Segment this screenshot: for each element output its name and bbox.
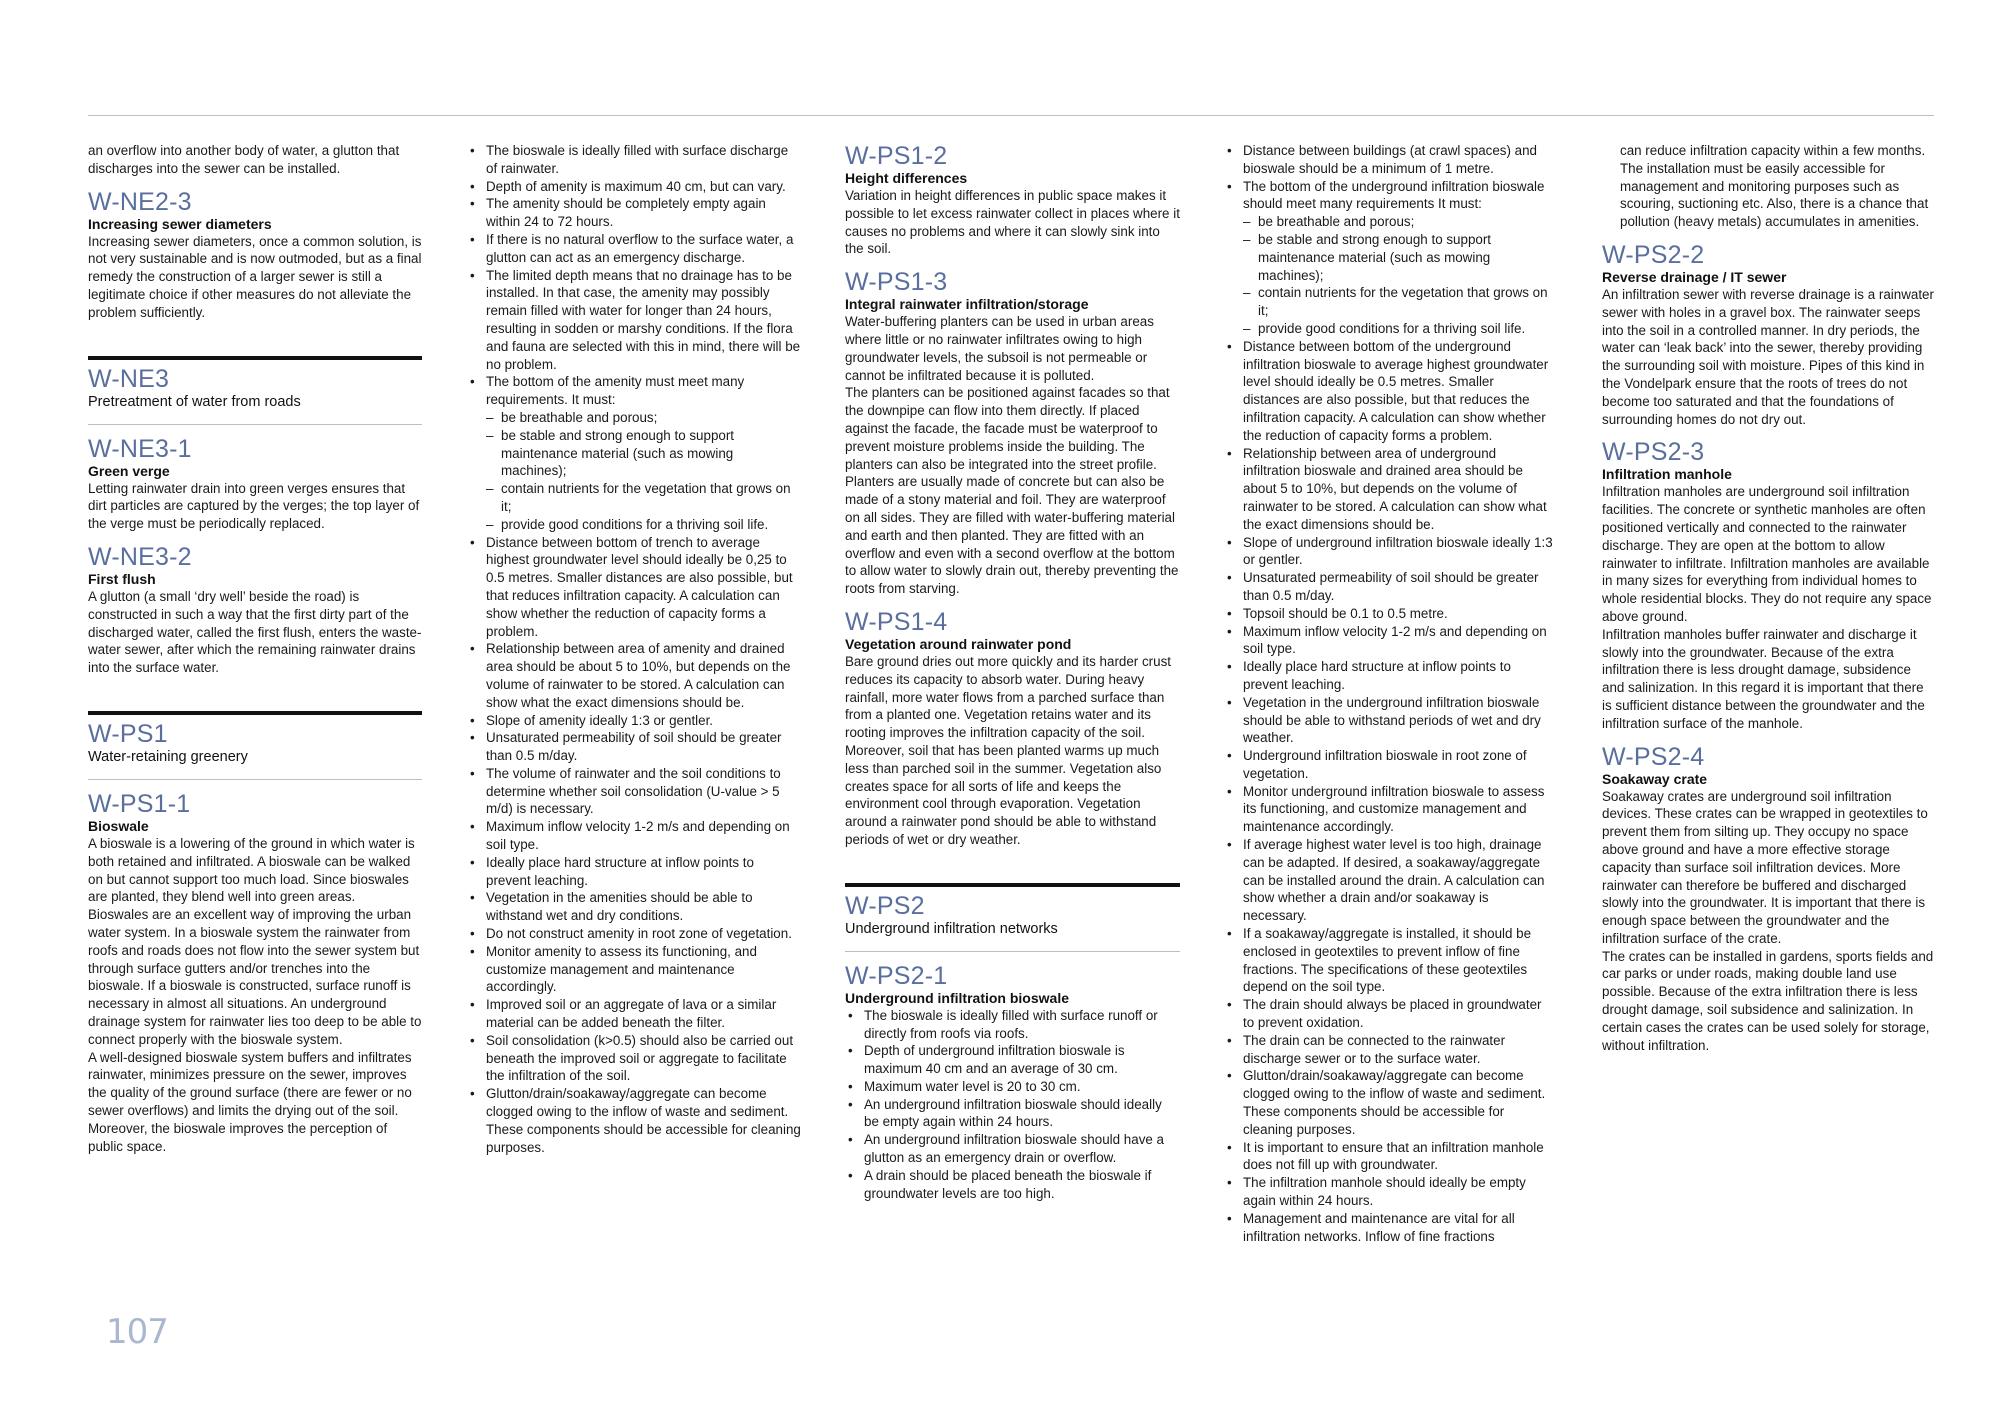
list-item: • Depth of amenity is maximum 40 cm, but can vary. <box>467 178 802 196</box>
section-code: W-PS2 <box>845 891 925 920</box>
section-title: Increasing sewer diameters <box>88 215 272 232</box>
list-item: • The drain should always be placed in groundwater to prevent oxidation. <box>1224 996 1554 1032</box>
paragraph: Bare ground dries out more quickly and its harder crust reduces its capacity to absorb water. During heavy rainfall, more water flows from a parched surface than from a planted one. Vegetation retains water and its rooting improves the infiltration capacity of the soil. Moreover, soil that has been planted warms up much less than parched soil in the summer. Vegetation also creates space for all sorts of life and keeps the environment cool through evaporation. Vegetation around a rainwater pond should be able to withstand periods of wet or dry weather. <box>845 653 1171 847</box>
column-2 <box>467 142 802 1156</box>
section-code: W-PS1-4 <box>845 607 948 636</box>
list-item: • Ideally place hard structure at inflow points to prevent leaching. <box>467 854 802 890</box>
section-title: Green verge <box>88 462 170 479</box>
list-item: • Relationship between area of amenity and drained area should be about 5 to 10%, but depends on the volume of rainwater to be stored. A calculation can show what the exact dimensions should be. <box>467 640 802 711</box>
list-item: • Improved soil or an aggregate of lava or a similar material can be added beneath the filter. <box>467 996 802 1032</box>
column-4 <box>1224 142 1554 1245</box>
section-title: Soakaway crate <box>1602 770 1708 787</box>
paragraph: Planters are usually made of concrete but can also be made of a stony material and foil. They are waterproof on all sides. They are filled with water-buffering material and earth and then planted. They are fitted with an overflow and even with a second overflow at the bottom to allow water to slowly drain out, thereby preventing the roots from starving. <box>845 474 1179 597</box>
list-item: • Distance between bottom of trench to average highest groundwater level should ideally be 0,25 to 0.5 metres. Smaller distances are also possible, but that reduces infiltration capacity. A calculation can show whether the reduction of capacity forms a problem. <box>467 534 802 641</box>
section-code: W-NE3 <box>88 364 170 393</box>
list-item: • Ideally place hard structure at inflow points to prevent leaching. <box>1224 658 1554 694</box>
section-header-w-ps2 <box>845 883 1180 952</box>
list-item: • The bioswale is ideally filled with surface runoff or directly from roofs via roofs. <box>845 1007 1180 1043</box>
intro-text: an overflow into another body of water, a glutton that discharges into the sewer can be installed. <box>88 143 400 176</box>
list-item: • Depth of underground infiltration bioswale is maximum 40 cm and an average of 30 cm. <box>845 1042 1180 1078</box>
list-item: • If a soakaway/aggregate is installed, it should be enclosed in geotextiles to prevent inflow of fine fractions. The specifications of these geotextiles depend on the soil type. <box>1224 925 1554 996</box>
section-title: Bioswale <box>88 817 149 834</box>
dash-item: – contain nutrients for the vegetation that grows on it; <box>1243 284 1554 320</box>
list-item: • Slope of amenity ideally 1:3 or gentler. <box>467 712 802 730</box>
column-1 <box>88 142 422 1155</box>
section-w-ps1-4 <box>845 608 1180 849</box>
paragraph: The crates can be installed in gardens, sports fields and car parks or under roads, making double land use possible. Because of the extra infiltration there is less drought damage, soil subsidence and salinization. In certain cases the crates can be used solely for storage, without infiltration. <box>1602 948 1934 1053</box>
continued-list-text: can reduce infiltration capacity within a few months. The installation must be easily accessible for management and monitoring purposes such as scouring, suctioning etc. Also, there is a chance that pollution (heavy metals) accumulates in amenities. <box>1620 143 1929 230</box>
paragraph: A well-designed bioswale system buffers and infiltrates rainwater, minimizes pressure on the sewer, improves the quality of the ground surface (there are fewer or no sewer overflows) and limits the drying out of the soil. Moreover, the bioswale improves the perception of public space. <box>88 1049 412 1154</box>
paragraph: A bioswale is a lowering of the ground in which water is both retained and infiltrated. A bioswale can be walked on but cannot support too much load. Since bioswales are planted, they blend well into green areas. <box>88 835 415 905</box>
list-item: • Maximum inflow velocity 1-2 m/s and depending on soil type. <box>1224 623 1554 659</box>
list-item-text: The bottom of the underground infiltration bioswale should meet many requirements It must: <box>1243 178 1545 212</box>
section-w-ps1-3 <box>845 268 1180 598</box>
section-code: W-PS1-1 <box>88 789 191 818</box>
section-w-ps1-2 <box>845 142 1180 258</box>
section-w-ps2-2 <box>1602 241 1934 428</box>
list-item: • Management and maintenance are vital for all infiltration networks. Inflow of fine fractions <box>1224 1210 1554 1246</box>
paragraph: Infiltration manholes are underground soil infiltration facilities. The concrete or synthetic manholes are often positioned vertically and connected to the rainwater discharge. They are open at the bottom to allow rainwater to infiltrate. Infiltration manholes are available in many sizes for everything from individual homes to whole residential blocks. They do not require any space above ground. <box>1602 484 1932 624</box>
paragraph: Water-buffering planters can be used in urban areas where little or no rainwater infiltrates owing to high groundwater levels, the subsoil is not permeable or cannot be infiltrated because it is polluted. <box>845 314 1154 383</box>
list-item: • Monitor amenity to assess its functioning, and customize management and maintenance accordingly. <box>467 943 802 996</box>
dash-list <box>486 409 802 534</box>
list-item: • Unsaturated permeability of soil should be greater than 0.5 m/day. <box>1224 569 1554 605</box>
list-item: • Maximum inflow velocity 1-2 m/s and depending on soil type. <box>467 818 802 854</box>
list-item: • Distance between bottom of the underground infiltration bioswale to average highest groundwater level should ideally be 0.5 metres. Smaller distances are also possible, but that reduces the infiltration capacity. A calculation can show whether the reduction of capacity forms a problem. <box>1224 338 1554 445</box>
section-code: W-PS2-2 <box>1602 240 1705 269</box>
list-item: • Underground infiltration bioswale in root zone of vegetation. <box>1224 747 1554 783</box>
list-item: • An underground infiltration bioswale should have a glutton as an emergency drain or overflow. <box>845 1131 1180 1167</box>
list-item-text: The bottom of the amenity must meet many requirements. It must: <box>486 374 745 408</box>
list-item: • The infiltration manhole should ideally be empty again within 24 hours. <box>1224 1174 1554 1210</box>
section-code: W-PS2-1 <box>845 961 948 990</box>
list-item: • Relationship between area of underground infiltration bioswale and drained area should be about 5 to 10%, but depends on the volume of rainwater to be stored. A calculation can show what the exact dimensions should be. <box>1224 445 1554 534</box>
column-3 <box>845 142 1180 1202</box>
dash-item: – be stable and strong enough to support maintenance material (such as mowing machines); <box>1243 231 1554 284</box>
section-code: W-NE2-3 <box>88 187 192 216</box>
dash-list <box>1243 213 1554 338</box>
section-header-w-ps1 <box>88 711 422 780</box>
section-w-ps2-4 <box>1602 743 1934 1055</box>
bullet-list <box>1224 142 1554 1245</box>
section-title: Underground infiltration bioswale <box>845 989 1069 1006</box>
column-5 <box>1602 142 1934 1054</box>
section-code: W-PS2-3 <box>1602 438 1705 467</box>
section-title: Vegetation around rainwater pond <box>845 635 1072 652</box>
paragraph: Increasing sewer diameters, once a common solution, is not very sustainable and is now outmoded, but as a final remedy the construction of a larger sewer is still a legitimate choice if other measures do not alleviate the problem sufficiently. <box>88 233 422 320</box>
list-item: • Vegetation in the amenities should be able to withstand wet and dry conditions. <box>467 889 802 925</box>
section-w-ne3-1 <box>88 435 422 533</box>
section-w-ps2-1 <box>845 962 1180 1203</box>
section-header-w-ne3 <box>88 356 422 425</box>
list-item: • The amenity should be completely empty again within 24 to 72 hours. <box>467 195 802 231</box>
list-item: • The bioswale is ideally filled with surface discharge of rainwater. <box>467 142 802 178</box>
section-title: Height differences <box>845 170 968 186</box>
list-item: • An underground infiltration bioswale should ideally be empty again within 24 hours. <box>845 1096 1180 1132</box>
list-item: • Unsaturated permeability of soil should be greater than 0.5 m/day. <box>467 729 802 765</box>
list-item: • Do not construct amenity in root zone of vegetation. <box>467 925 802 943</box>
section-title: Integral rainwater infiltration/storage <box>845 296 1089 313</box>
section-title: First flush <box>88 570 156 587</box>
section-heading: Water-retaining greenery <box>88 748 422 780</box>
list-item: • If there is no natural overflow to the surface water, a glutton can act as an emergency discharge. <box>467 231 802 267</box>
section-w-ne3-2 <box>88 543 422 677</box>
list-item: • Topsoil should be 0.1 to 0.5 metre. <box>1224 605 1554 623</box>
list-item: • Slope of underground infiltration bioswale ideally 1:3 or gentler. <box>1224 534 1554 570</box>
list-item: • Glutton/drain/soakaway/aggregate can become clogged owing to the inflow of waste and sediment. These components should be accessible for cleaning purposes. <box>467 1085 802 1156</box>
list-item: • Monitor underground infiltration bioswale to assess its functioning, and customize management and maintenance accordingly. <box>1224 783 1554 836</box>
section-code: W-NE3-1 <box>88 434 192 463</box>
paragraph: The planters can be positioned against facades so that the downpipe can flow into them directly. If placed against the facade, the facade must be waterproof to prevent moisture problems inside the building. The planters can also be integrated into the street profile. <box>845 385 1170 472</box>
bullet-list <box>845 1007 1180 1203</box>
list-item: • Maximum water level is 20 to 30 cm. <box>845 1078 1180 1096</box>
top-rule <box>88 115 1934 116</box>
dash-item: – be breathable and porous; <box>486 409 802 427</box>
bullet-list <box>467 142 802 1156</box>
section-w-ps2-3 <box>1602 438 1934 732</box>
list-item: • The drain can be connected to the rainwater discharge sewer or to the surface water. <box>1224 1032 1554 1068</box>
list-item: • Soil consolidation (k>0.5) should also be carried out beneath the improved soil or aggregate to facilitate the infiltration of the soil. <box>467 1032 802 1085</box>
dash-item: – contain nutrients for the vegetation that grows on it; <box>486 480 802 516</box>
dash-item: – provide good conditions for a thriving soil life. <box>1243 320 1554 338</box>
section-w-ps1-1 <box>88 790 422 1155</box>
section-w-ne2-3 <box>88 188 422 322</box>
list-item: • If average highest water level is too high, drainage can be adapted. If desired, a soakaway/aggregate can be installed around the drain. A calculation can show whether a drain and/or soakaway is necessary. <box>1224 836 1554 925</box>
list-item: • It is important to ensure that an infiltration manhole does not fill up with groundwater. <box>1224 1139 1554 1175</box>
list-item: • Glutton/drain/soakaway/aggregate can become clogged owing to the inflow of waste and sediment. These components should be accessible for cleaning purposes. <box>1224 1067 1554 1138</box>
list-item: • The limited depth means that no drainage has to be installed. In that case, the amenity may possibly remain filled with water for longer than 24 hours, resulting in sodden or marshy conditions. If the flora and fauna are selected with this in mind, there will be no problem. <box>467 267 802 374</box>
section-title: Infiltration manhole <box>1602 466 1732 483</box>
paragraph: An infiltration sewer with reverse drainage is a rainwater sewer with holes in a gravel box. The rainwater seeps into the soil in a controlled manner. In dry periods, the water can ‘leak back’ into the sewer, thereby providing the surrounding soil with moisture. Pipes of this kind in the Vondelpark ensure that the roots of trees do not become too saturated and that the foundations of surrounding homes do not dry out. <box>1602 286 1934 427</box>
list-item <box>467 373 802 533</box>
section-code: W-PS1-2 <box>845 142 948 170</box>
paragraph: A glutton (a small ‘dry well’ beside the road) is constructed in such a way that the first dirty part of the discharged water, called the first flush, enters the waste-water sewer, after which the remaining rainwater drains into the surface water. <box>88 588 422 676</box>
section-code: W-PS2-4 <box>1602 742 1705 771</box>
paragraph: Variation in height differences in public space makes it possible to let excess rainwater collect in places where it causes no problems and where it can slowly sink into the soil. <box>845 188 1180 257</box>
paragraph: Letting rainwater drain into green verges ensures that dirt particles are captured by the verges; the top layer of the verge must be periodically replaced. <box>88 480 420 532</box>
page-number: 107 <box>106 1312 168 1352</box>
section-code: W-NE3-2 <box>88 542 192 571</box>
section-heading: Pretreatment of water from roads <box>88 393 422 425</box>
section-code: W-PS1-3 <box>845 268 948 297</box>
list-item: • Distance between buildings (at crawl spaces) and bioswale should be a minimum of 1 metre. <box>1224 142 1554 178</box>
section-code: W-PS1 <box>88 719 168 748</box>
dash-item: – provide good conditions for a thriving soil life. <box>486 516 802 534</box>
list-item <box>1224 178 1554 338</box>
list-item: • The volume of rainwater and the soil conditions to determine whether soil consolidation (U-value > 5 m/d) is necessary. <box>467 765 802 818</box>
list-item: • Vegetation in the underground infiltration bioswale should be able to withstand periods of wet and dry weather. <box>1224 694 1554 747</box>
dash-item: – be breathable and porous; <box>1243 213 1554 231</box>
paragraph: Infiltration manholes buffer rainwater and discharge it slowly into the groundwater. Because of the extra infiltration there is less drought damage, subsidence and salinization. In this regard it is important that there is sufficient distance between the groundwater and the infiltration surface of the manhole. <box>1602 626 1925 731</box>
list-item: • A drain should be placed beneath the bioswale if groundwater levels are too high. <box>845 1167 1180 1203</box>
section-heading: Underground infiltration networks <box>845 920 1180 952</box>
paragraph: Soakaway crates are underground soil infiltration devices. These crates can be wrapped in geotextiles to prevent them from silting up. They occupy no space above ground and have a more effective storage capacity than surface soil infiltration devices. More rainwater can therefore be buffered and discharged slowly into the groundwater. It is important that there is enough space between the groundwater and the infiltration surface of the crate. <box>1602 788 1928 946</box>
dash-item: – be stable and strong enough to support maintenance material (such as mowing machines); <box>486 427 802 480</box>
section-title: Reverse drainage / IT sewer <box>1602 268 1787 285</box>
paragraph: Bioswales are an excellent way of improving the urban water system. In a bioswale system the rainwater from roofs and roads does not flow into the sewer system but through surface gutters and/or trenches into the bioswale. If a bioswale is constructed, surface runoff is necessary in almost all situations. An underground drainage system for rainwater lies too deep to be able to connect properly with the bioswale system. <box>88 907 422 1047</box>
